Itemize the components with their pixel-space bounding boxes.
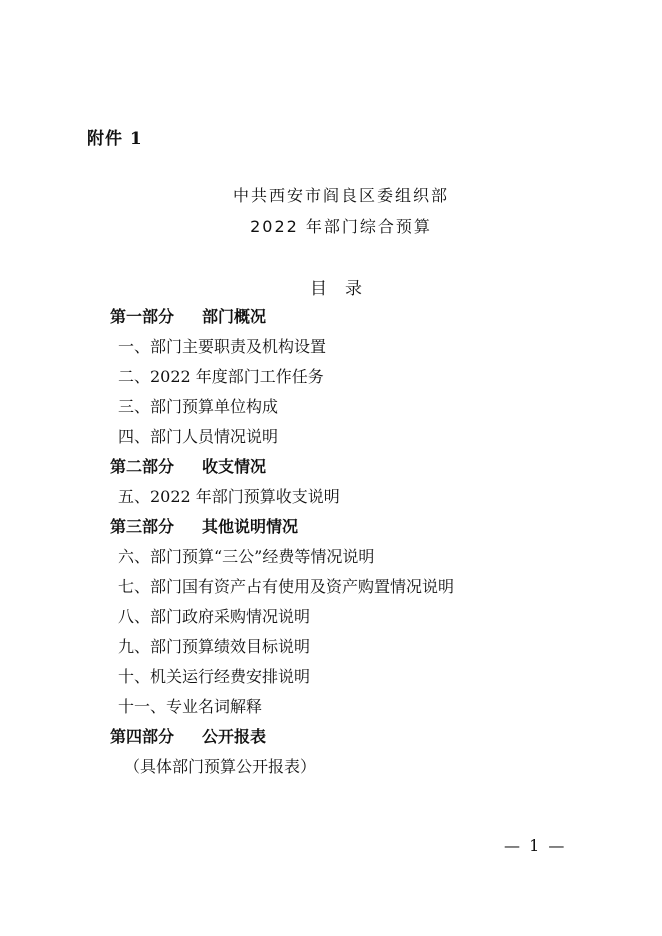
toc-part-title: 公开报表 (202, 727, 267, 746)
toc-note: （具体部门预算公开报表） (124, 757, 317, 776)
toc-part-number: 第一部分 (110, 307, 175, 326)
toc-item: 二、2022 年度部门工作任务 (118, 367, 324, 386)
toc-heading: 目录 (310, 279, 380, 299)
table-of-contents (110, 302, 630, 782)
toc-item: 十一、专业名词解释 (118, 697, 263, 716)
toc-item: 三、部门预算单位构成 (118, 397, 279, 416)
toc-item: 六、部门预算“三公”经费等情况说明 (118, 547, 375, 566)
toc-part (110, 722, 630, 752)
toc-item: 九、部门预算绩效目标说明 (118, 637, 311, 656)
toc-part-number: 第二部分 (110, 457, 175, 476)
page-number: — 1 — (504, 836, 567, 855)
toc-part-title: 其他说明情况 (202, 517, 299, 536)
toc-item: 一、部门主要职责及机构设置 (118, 337, 327, 356)
toc-part (110, 302, 630, 332)
toc-item: 四、部门人员情况说明 (118, 427, 279, 446)
document-title-budget: 2022 年部门综合预算 (250, 217, 432, 236)
toc-part-title: 收支情况 (202, 457, 267, 476)
toc-part-title: 部门概况 (202, 307, 267, 326)
toc-item: 七、部门国有资产占有使用及资产购置情况说明 (118, 577, 455, 596)
toc-part (110, 512, 630, 542)
toc-item: 五、2022 年部门预算收支说明 (118, 487, 340, 506)
toc-item: 八、部门政府采购情况说明 (118, 607, 311, 626)
document-title-org: 中共西安市阎良区委组织部 (232, 186, 449, 205)
attachment-label: 附件 1 (87, 129, 143, 149)
toc-item: 十、机关运行经费安排说明 (118, 667, 311, 686)
toc-part-number: 第三部分 (110, 517, 175, 536)
toc-part-number: 第四部分 (110, 727, 175, 746)
toc-part (110, 452, 630, 482)
